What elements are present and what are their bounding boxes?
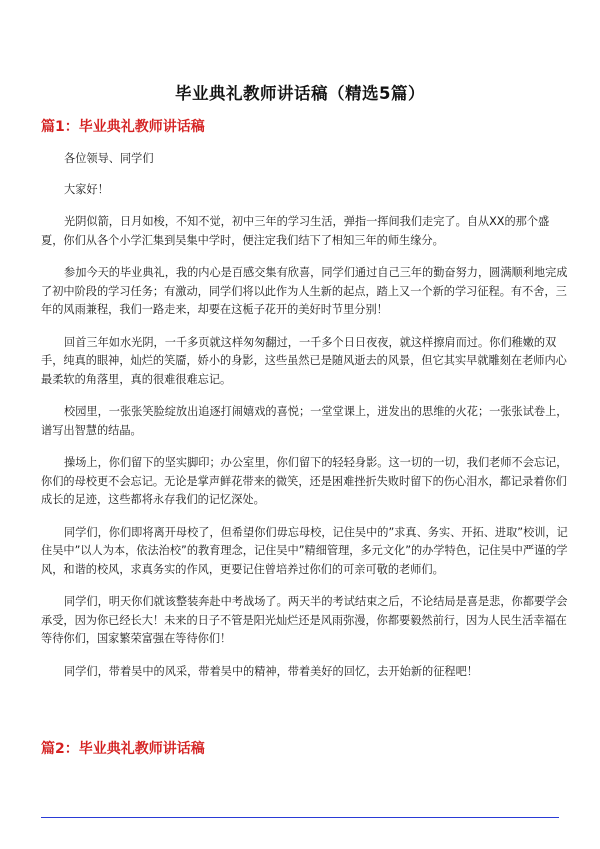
section-1-heading: 篇1：毕业典礼教师讲话稿 (41, 119, 205, 135)
paragraph: 同学们，你们即将离开母校了，但希望你们毋忘母校，记住吴中的”求真、务实、开拓、进取”校训，记住吴中”以人为本，依法治校”的教育理念，记住吴中”精细管理，多元文化”的办学特色，记住吴中严谨的学风，和谐的校风，求真务实的作风，更要记住曾培养过你们的可亲可敬的老师们。 (41, 525, 568, 576)
section-1-body (41, 150, 569, 695)
paragraph: 同学们，带着吴中的风采，带着吴中的精神，带着美好的回忆，去开始新的征程吧！ (64, 664, 478, 678)
document-title: 毕业典礼教师讲话稿（精选5篇） (175, 84, 425, 103)
footer-divider (41, 817, 559, 818)
paragraph-greeting: 大家好！ (64, 182, 109, 196)
paragraph: 同学们，明天你们就该整装奔赴中考战场了。两天半的考试结束之后，不论结局是喜是悲，你都要学会承受，因为你已经长大！未来的日子不管是阳光灿烂还是风雨弥漫，你都要毅然前行，因为人民生活幸福在等待你们，国家繁荣富强在等待你们！ (41, 595, 568, 645)
paragraph: 校园里，一张张笑脸绽放出追逐打闹嬉戏的喜悦；一堂堂课上，迸发出的思维的火花；一张张试卷上，谱写出智慧的结晶。 (41, 405, 568, 437)
paragraph-salutation: 各位领导、同学们 (64, 152, 154, 165)
paragraph: 参加今天的毕业典礼，我的内心是百感交集有欣喜，同学们通过自己三年的勤奋努力，圆满顺利地完成了初中阶段的学习任务；有激动，同学们将以此作为人生新的起点，踏上又一个新的学习征程。有不舍，三年的风雨兼程，我们一路走来，却要在这栀子花开的美好时节里分别！ (41, 266, 568, 316)
paragraph: 回首三年如水光阴，一千多页就这样匆匆翻过，一千多个日日夜夜，就这样擦肩而过。你们稚嫩的双手，纯真的眼神，灿烂的笑靥，娇小的身影，这些虽然已是随风逝去的风景，但它其实早就雕刻在老师内心最柔软的角落里，真的很难很难忘记。 (41, 335, 567, 386)
paragraph: 光阴似箭，日月如梭，不知不觉，初中三年的学习生活，弹指一挥间我们走完了。自从XX的那个盛夏，你们从各个小学汇集到吴集中学时，便注定我们结下了相知三年的师生缘分。 (41, 215, 550, 247)
paragraph: 操场上，你们留下的坚实脚印；办公室里，你们留下的轻轻身影。这一切的一切，我们老师不会忘记，你们的母校更不会忘记。无论是掌声鲜花带来的微笑，还是困难挫折失败时留下的伤心泪水，都记录着你们成长的足迹，这些都将永存我们的记忆深处。 (41, 456, 568, 506)
section-2-heading: 篇2：毕业典礼教师讲话稿 (41, 741, 205, 757)
